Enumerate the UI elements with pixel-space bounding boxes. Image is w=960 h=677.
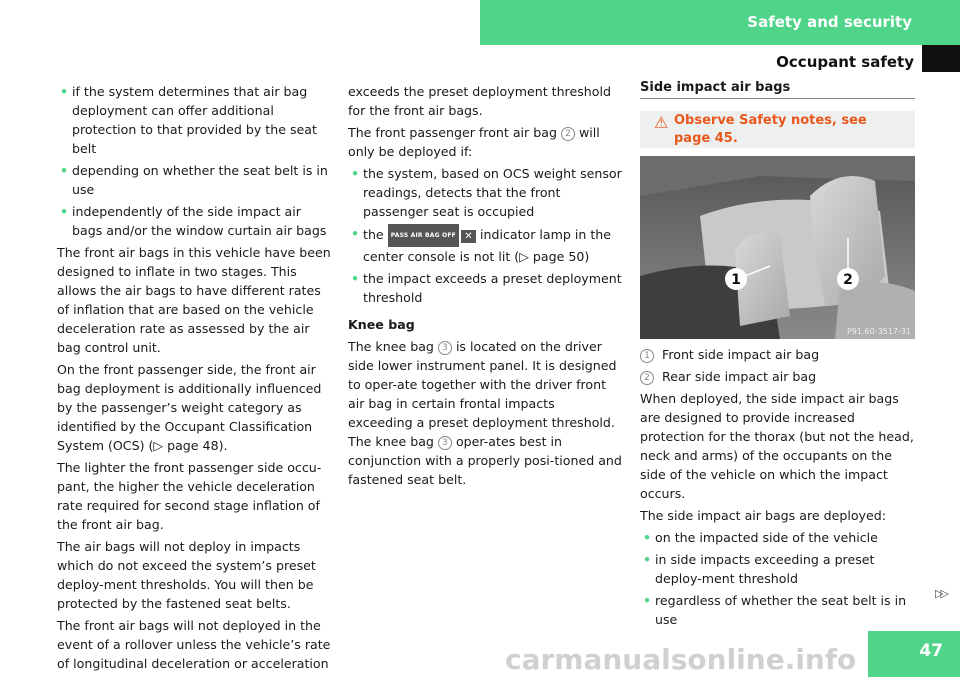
list-item: • the PASS AIR BAG OFF ✕ indicator lamp in the center console is not lit (▷ page 50) (351, 226, 612, 264)
list-item: • on the impacted side of the vehicle (643, 530, 878, 545)
legend-item: 1 Front side impact air bag (640, 345, 915, 364)
bullet-icon: • (351, 226, 360, 241)
list-item: • if the system determines that air bag deployment can offer additional protection to that provided by the seat belt (60, 84, 317, 156)
subsection-title: Occupant safety (776, 53, 914, 71)
bullet-icon: • (351, 166, 360, 181)
pass-air-bag-off-badge: PASS AIR BAG OFF (388, 224, 459, 247)
list-item: • the system, based on OCS weight sensor readings, detects that the front passenger seat is occupied (351, 166, 622, 219)
callout-number: 3 (438, 341, 452, 355)
paragraph: When deployed, the side impact air bags are designed to provide increased protection for the thorax (but not the head, neck and arms) of the occupants on the side of the vehicle on which the impact occurs. (640, 391, 914, 501)
warning-triangle-icon: ⚠ (654, 113, 669, 132)
callout-number: 2 (561, 127, 575, 141)
list-item: • independently of the side impact air bags and/or the window curtain air bags (60, 204, 327, 238)
knee-bag-heading: Knee bag (348, 317, 415, 332)
paragraph: exceeds the preset deployment threshold for the front air bags. (348, 84, 611, 118)
paragraph: The front air bags will not deployed in the event of a rollover unless the vehicle’s rate of longitudinal deceleration or acceleration (57, 618, 331, 671)
callout-1: 1 (731, 272, 741, 288)
side-impact-heading: Side impact air bags (640, 80, 915, 99)
paragraph: The lighter the front passenger side occu-pant, the higher the vehicle deceleration rate required for second stage inflation of the front air bag. (57, 460, 322, 532)
paragraph: The side impact air bags are deployed: (640, 508, 886, 523)
header-tab (922, 45, 960, 72)
list-item: • in side impacts exceeding a preset deploy-ment threshold (643, 552, 875, 586)
bullet-icon: • (351, 271, 360, 286)
bullet-icon: • (643, 552, 652, 567)
callout-number: 2 (640, 371, 654, 385)
warning-box (640, 111, 915, 148)
column-3-text (640, 345, 915, 632)
callout-number: 3 (438, 436, 452, 450)
column-1 (57, 82, 332, 676)
watermark: carmanualsonline.info (505, 643, 857, 676)
page-number: 47 (919, 641, 943, 661)
passenger-icon: ✕ (461, 230, 476, 243)
paragraph: The front air bags in this vehicle have been designed to inflate in two stages. This allows the air bags to have different rates of inflation that are based on the vehicle deceleration rate as assessed by the air bag control unit. (57, 245, 331, 355)
column-2 (348, 82, 623, 492)
list-item: • depending on whether the seat belt is in use (60, 163, 328, 197)
callout-number: 1 (640, 349, 654, 363)
bullet-icon: • (60, 84, 69, 99)
list-item: • regardless of whether the seat belt is in use (643, 593, 907, 627)
section-title: Safety and security (747, 13, 912, 31)
callout-2: 2 (843, 272, 853, 288)
bullet-icon: • (60, 204, 69, 219)
page-number-box (868, 631, 960, 677)
paragraph: The front passenger front air bag 2 will only be deployed if: (348, 125, 600, 159)
bullet-icon: • (643, 593, 652, 608)
paragraph: On the front passenger side, the front air bag deployment is additionally influenced by the passenger’s weight category as identified by the Occupant Classification System (OCS) (▷ page 48). (57, 362, 322, 453)
paragraph: The knee bag 3 is located on the driver side lower instrument panel. It is designed to oper-ate together with the driver front air bag in certain frontal impacts exceeding a preset deployment threshold. The knee bag 3 oper-ates best in conjunction with a properly posi-tioned and fastened seat belt. (348, 339, 622, 487)
warning-text: Observe Safety notes, see page 45. (674, 113, 867, 146)
paragraph: The air bags will not deploy in impacts which do not exceed the system’s preset deploy-ment thresholds. You will then be protected by the fastened seat belts. (57, 539, 316, 611)
bullet-icon: • (60, 163, 69, 178)
interior-photo (640, 156, 915, 339)
photo-code: P91.60-3517-31 (846, 327, 911, 336)
list-item: • the impact exceeds a preset deployment threshold (351, 271, 622, 305)
legend-item: 2 Rear side impact air bag (640, 367, 915, 386)
continue-arrows-icon: ▷▷ (935, 587, 946, 600)
header-band (480, 0, 960, 45)
bullet-icon: • (643, 530, 652, 545)
